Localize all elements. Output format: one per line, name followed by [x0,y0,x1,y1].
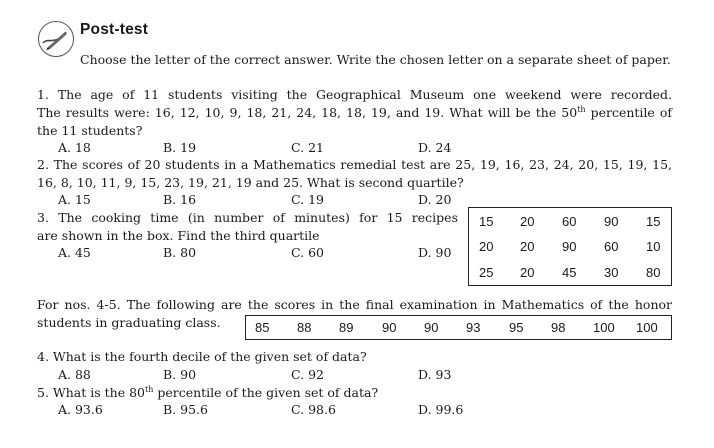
q1-choice-c[interactable]: C. 21 [291,140,324,155]
recipe-times-table [468,207,672,286]
table-cell: 90 [562,239,577,254]
score-cell: 85 [255,320,270,335]
table-cell: 60 [562,214,577,229]
q2-choice-d[interactable]: D. 20 [418,192,452,207]
q1-choice-d[interactable]: D. 24 [418,140,452,155]
score-cell: 98 [551,320,566,335]
table-cell: 10 [646,239,661,254]
table-cell: 15 [646,214,661,229]
q5-choice-d[interactable]: D. 99.6 [418,402,464,417]
score-cell: 89 [339,320,354,335]
q3-choice-d[interactable]: D. 90 [418,245,452,260]
table-cell: 15 [479,214,494,229]
group45-line-2: students in graduating class. [37,315,221,330]
q5-text: 5. What is the 80th percentile of the given set of data? [37,384,379,400]
pen-writing-icon [38,21,74,57]
table-cell: 20 [520,214,535,229]
score-cell: 93 [466,320,481,335]
table-cell: 30 [604,265,619,280]
table-cell: 20 [479,239,494,254]
q4-text: 4. What is the fourth decile of the given set of data? [37,349,367,364]
q2-choice-c[interactable]: C. 19 [291,192,324,207]
table-cell: 90 [604,214,619,229]
q1-line-1: 1. The age of 11 students visiting the Geographical Museum one weekend were recorded. [37,87,672,102]
q3-line-1: 3. The cooking time (in number of minutes) for 15 recipes [37,210,458,225]
score-cell: 95 [509,320,524,335]
q5-choice-c[interactable]: C. 98.6 [291,402,336,417]
table-cell: 80 [646,265,661,280]
q2-line-1: 2. The scores of 20 students in a Mathematics remedial test are 25, 19, 16, 23, 24, 20, 15, 19, 15, [37,157,672,172]
q4-choice-b[interactable]: B. 90 [163,367,197,382]
table-cell: 20 [520,239,535,254]
q3-line-2: are shown in the box. Find the third quartile [37,228,320,243]
group45-line-1: For nos. 4-5. The following are the scores in the final examination in Mathematics of the honor [37,297,672,312]
score-cell: 100 [593,320,615,335]
q1-line-2: The results were: 16, 12, 10, 9, 18, 21, 24, 18, 18, 19, and 19. What will be the 50th percentile of [37,104,672,120]
q1-choice-b[interactable]: B. 19 [163,140,197,155]
score-cell: 88 [297,320,312,335]
score-cell: 100 [636,320,658,335]
q5-choice-b[interactable]: B. 95.6 [163,402,208,417]
q5-choice-a[interactable]: A. 93.6 [58,402,103,417]
q4-choice-d[interactable]: D. 93 [418,367,452,382]
q4-choice-a[interactable]: A. 88 [58,367,91,382]
instructions: Choose the letter of the correct answer. Write the chosen letter on a separate sheet of paper. [80,52,671,67]
q2-choice-b[interactable]: B. 16 [163,192,197,207]
q2-choice-a[interactable]: A. 15 [58,192,91,207]
q3-choice-b[interactable]: B. 80 [163,245,197,260]
q3-choice-a[interactable]: A. 45 [58,245,91,260]
q4-choice-c[interactable]: C. 92 [291,367,324,382]
q1-choice-a[interactable]: A. 18 [58,140,91,155]
q2-line-2: 16, 8, 10, 11, 9, 15, 23, 19, 21, 19 and 25. What is second quartile? [37,175,464,190]
score-cell: 90 [382,320,397,335]
honor-scores-table [245,315,672,340]
q3-choice-c[interactable]: C. 60 [291,245,324,260]
q1-line-3: the 11 students? [37,123,143,138]
table-cell: 20 [520,265,535,280]
table-cell: 60 [604,239,619,254]
page-title: Post-test [80,21,149,38]
table-cell: 45 [562,265,577,280]
table-cell: 25 [479,265,494,280]
score-cell: 90 [424,320,439,335]
